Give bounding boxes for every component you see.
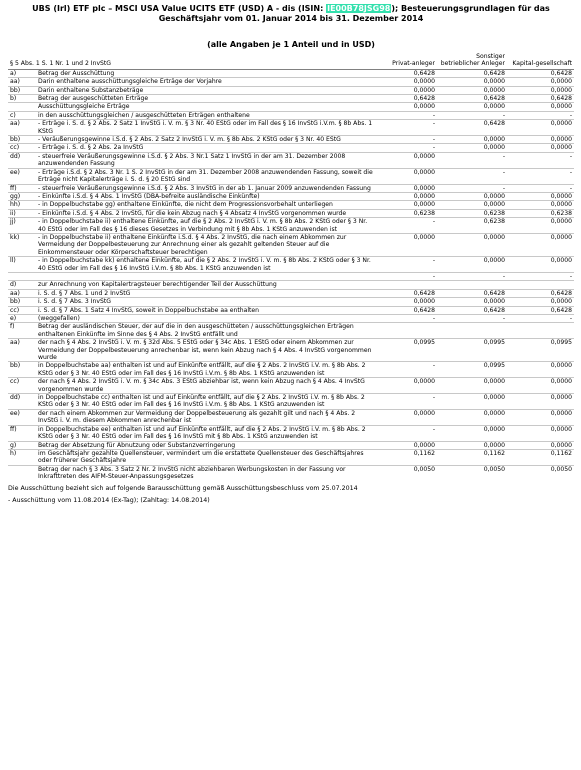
table-row: [8, 362, 574, 378]
row-description: Darin enthaltene ausschüttungsgleiche Erträge der Vorjahre: [36, 78, 377, 86]
row-description: der nach § 4 Abs. 2 InvStG i. V. m. § 32d Abs. 5 EStG oder § 34c Abs. 1 EStG oder einem Abkommen zur Vermeidung der Doppelbesteuerung anrechenbar ist, wenn kein Abzug nach § 4 Abs. 4 InvStG vorgenommen wurde: [36, 339, 377, 362]
row-label: a): [8, 69, 36, 77]
value-corporation: -: [507, 168, 574, 184]
row-label: aa): [8, 120, 36, 136]
table-row: [8, 209, 574, 217]
value-business: 0,0000: [437, 425, 507, 441]
table-row: [8, 184, 574, 192]
value-business: -: [437, 272, 507, 280]
value-private: 0,6428: [377, 95, 437, 103]
value-private: -: [377, 272, 437, 280]
value-private: 0,0000: [377, 78, 437, 86]
value-business: [437, 323, 507, 339]
value-business: 0,6428: [437, 306, 507, 314]
value-private: -: [377, 257, 437, 273]
table-row: [8, 378, 574, 394]
isin-highlight: IE00B78JSG98: [327, 4, 391, 13]
value-business: 0,0050: [437, 465, 507, 480]
value-corporation: 0,0000: [507, 144, 574, 152]
value-private: 0,0000: [377, 378, 437, 394]
value-business: -: [437, 152, 507, 168]
row-label: g): [8, 441, 36, 449]
row-label: bb): [8, 298, 36, 306]
value-private: 0,0000: [377, 441, 437, 449]
value-corporation: 0,0000: [507, 86, 574, 94]
row-label: f): [8, 323, 36, 339]
row-label: [8, 272, 36, 280]
value-corporation: 0,0000: [507, 78, 574, 86]
table-row: [8, 233, 574, 256]
column-header-business: Sonstiger betrieblicher Anleger: [437, 53, 507, 69]
value-business: -: [437, 168, 507, 184]
value-business: 0,6428: [437, 289, 507, 297]
tax-basis-table: [8, 53, 574, 481]
value-corporation: 0,1162: [507, 449, 574, 465]
value-corporation: 0,0000: [507, 378, 574, 394]
value-corporation: 0,6428: [507, 306, 574, 314]
table-row: [8, 323, 574, 339]
row-label: b): [8, 95, 36, 103]
table-row: [8, 111, 574, 119]
value-business: 0,0000: [437, 441, 507, 449]
table-row: [8, 425, 574, 441]
table-row: [8, 257, 574, 273]
column-header-corporation: Kapital-gesellschaft: [507, 53, 574, 69]
value-business: 0,0000: [437, 257, 507, 273]
value-corporation: 0,0000: [507, 409, 574, 425]
table-row: [8, 168, 574, 184]
row-description: Darin enthaltene Substanzbeträge: [36, 86, 377, 94]
row-description: Betrag der ausländischen Steuer, der auf die in den ausgeschütteten / ausschüttungsgleichen Erträgen enthaltenen Einkünfte im Sinne des § 4 Abs. 2 InvStG entfällt und: [36, 323, 377, 339]
value-business: -: [437, 111, 507, 119]
row-label: ii): [8, 209, 36, 217]
row-description: i. S. d. § 7 Abs. 1 Satz 4 InvStG, soweit in Doppelbuchstabe aa enthalten: [36, 306, 377, 314]
value-private: 0,0000: [377, 233, 437, 256]
value-private: -: [377, 120, 437, 136]
value-business: 0,0000: [437, 136, 507, 144]
table-row: [8, 69, 574, 77]
value-private: 0,0000: [377, 409, 437, 425]
value-private: 0,0000: [377, 86, 437, 94]
value-business: 0,6428: [437, 120, 507, 136]
value-business: 0,0000: [437, 192, 507, 200]
value-business: 0,0000: [437, 103, 507, 111]
table-row: [8, 272, 574, 280]
table-row: [8, 152, 574, 168]
value-corporation: 0,6428: [507, 289, 574, 297]
value-private: 0,6238: [377, 209, 437, 217]
value-business: 0,0000: [437, 78, 507, 86]
value-corporation: 0,6428: [507, 69, 574, 77]
row-description: in Doppelbuchstabe ee) enthalten ist und auf Einkünfte entfällt, auf die § 2 Abs. 2 InvStG i.V. m. § 8b Abs. 2 KStG oder § 3 Nr. 40 EStG oder im Fall des § 16 InvStG mit § 8b Abs. 1 KStG anzuwenden ist: [36, 425, 377, 441]
row-description: - steuerfreie Veräußerungsgewinne i.S.d. § 2 Abs. 3 InvStG in der ab 1. Januar 2009 anzuwendenden Fassung: [36, 184, 377, 192]
row-label: ff): [8, 184, 36, 192]
value-business: 0,0000: [437, 394, 507, 410]
value-private: 0,0995: [377, 339, 437, 362]
table-row: [8, 315, 574, 323]
value-private: 0,0000: [377, 298, 437, 306]
value-business: 0,6428: [437, 69, 507, 77]
value-corporation: 0,0050: [507, 465, 574, 480]
table-row: [8, 441, 574, 449]
row-label: e): [8, 315, 36, 323]
value-private: -: [377, 111, 437, 119]
value-corporation: 0,0000: [507, 192, 574, 200]
row-label: hh): [8, 201, 36, 209]
value-private: 0,0000: [377, 201, 437, 209]
value-corporation: 0,6238: [507, 209, 574, 217]
table-row: [8, 281, 574, 289]
row-description: i. S. d. § 7 Abs. 3 InvStG: [36, 298, 377, 306]
table-row: [8, 465, 574, 480]
table-row: [8, 95, 574, 103]
row-description: im Geschäftsjahr gezahlte Quellensteuer, vermindert um die erstattete Quellensteuer des Geschäftsjahres oder früherer Geschäftsjahre: [36, 449, 377, 465]
row-description: Betrag der Ausschüttung: [36, 69, 377, 77]
table-row: [8, 449, 574, 465]
value-corporation: 0,6428: [507, 95, 574, 103]
value-corporation: -: [507, 152, 574, 168]
value-business: 0,6428: [437, 95, 507, 103]
value-business: -: [437, 315, 507, 323]
row-label: ee): [8, 168, 36, 184]
value-private: -: [377, 394, 437, 410]
value-business: 0,0995: [437, 339, 507, 362]
value-private: -: [377, 362, 437, 378]
value-corporation: [507, 323, 574, 339]
value-private: 0,0000: [377, 192, 437, 200]
value-corporation: 0,0000: [507, 298, 574, 306]
value-private: 0,0050: [377, 465, 437, 480]
value-private: 0,0000: [377, 103, 437, 111]
row-description: (weggefallen): [36, 315, 377, 323]
row-label: cc): [8, 306, 36, 314]
table-row: [8, 201, 574, 209]
value-business: 0,0000: [437, 201, 507, 209]
row-description: in den ausschüttungsgleichen / ausgeschütteten Erträgen enthaltene: [36, 111, 377, 119]
value-private: -: [377, 136, 437, 144]
value-private: [377, 323, 437, 339]
value-corporation: 0,0000: [507, 362, 574, 378]
table-row: [8, 218, 574, 234]
row-label: [8, 103, 36, 111]
column-header-description: § 5 Abs. 1 S. 1 Nr. 1 und 2 InvStG: [8, 53, 377, 69]
table-row: [8, 136, 574, 144]
row-label: h): [8, 449, 36, 465]
table-row: [8, 339, 574, 362]
table-row: [8, 409, 574, 425]
table-row: [8, 394, 574, 410]
value-private: -: [377, 144, 437, 152]
table-row: [8, 306, 574, 314]
row-description: - in Doppelbuchstabe ii) enthaltene Einkünfte i.S.d. § 4 Abs. 2 InvStG, die nach einem Abkommen zur Vermeidung der Doppelbesteuerung zur Anrechnung einer als gezahlt geltenden Steuer auf die Einkommensteuer oder Körperschaftsteuer berechtigen: [36, 233, 377, 256]
value-corporation: 0,0000: [507, 425, 574, 441]
value-corporation: 0,0000: [507, 136, 574, 144]
value-corporation: -: [507, 315, 574, 323]
value-private: 0,6428: [377, 306, 437, 314]
row-description: Ausschüttungsgleiche Erträge: [36, 103, 377, 111]
row-label: [8, 465, 36, 480]
row-description: - Veräußerungsgewinne i.S.d. § 2 Abs. 2 Satz 2 InvStG i. V. m. § 8b Abs. 2 KStG oder § 3 Nr. 40 EStG: [36, 136, 377, 144]
row-description: der nach § 4 Abs. 2 InvStG i. V. m. § 34c Abs. 3 EStG abziehbar ist, wenn kein Abzug nach § 4 Abs. 4 InvStG vorgenommen wurde: [36, 378, 377, 394]
table-row: [8, 289, 574, 297]
value-private: -: [377, 218, 437, 234]
row-description: - in Doppelbuchstabe ii) enthaltene Einkünfte, auf die § 2 Abs. 2 InvStG i. V. m. § 8b Abs. 2 KStG oder § 3 Nr. 40 EStG oder im Fall des § 16 dieses Gesetzes in Verbindung mit § 8b Abs. 1 KStG anzuwenden ist: [36, 218, 377, 234]
row-description: [36, 272, 377, 280]
row-label: cc): [8, 144, 36, 152]
row-label: cc): [8, 378, 36, 394]
row-description: - Erträge i.S.d. § 2 Abs. 3 Nr. 1 S. 2 InvStG in der am 31. Dezember 2008 anzuwendenden Fassung, soweit die Erträge nicht Kapitalerträge i. S. d. § 20 EStG sind: [36, 168, 377, 184]
value-private: 0,6428: [377, 289, 437, 297]
value-corporation: 0,0000: [507, 233, 574, 256]
row-description: in Doppelbuchstabe cc) enthalten ist und auf Einkünfte entfällt, auf die § 2 Abs. 2 InvStG i.V. m. § 8b Abs. 2 KStG oder § 3 Nr. 40 EStG oder im Fall des § 16 InvStG i.V.m. § 8b Abs. 1 KStG anzuwenden ist: [36, 394, 377, 410]
row-label: aa): [8, 289, 36, 297]
value-business: 0,0000: [437, 86, 507, 94]
table-row: [8, 86, 574, 94]
row-label: bb): [8, 136, 36, 144]
value-business: 0,0000: [437, 409, 507, 425]
title-suffix: ); Besteuerungsgrundlagen für das Geschäftsjahr vom 01. Januar 2014 bis 31. Dezember 2014: [158, 4, 550, 23]
value-corporation: 0,0000: [507, 103, 574, 111]
column-header-private: Privat-anleger: [377, 53, 437, 69]
row-description: - Erträge i. S. d. § 2 Abs. 2 Satz 1 InvStG i. V. m. § 3 Nr. 40 EStG oder im Fall des § 16 InvStG i.V.m. § 8b Abs. 1 KStG: [36, 120, 377, 136]
value-private: -: [377, 315, 437, 323]
footer-payment-date: - Ausschüttung vom 11.08.2014 (Ex-Tag); (Zahltag: 14.08.2014): [8, 497, 210, 504]
value-business: 0,0000: [437, 378, 507, 394]
row-description: in Doppelbuchstabe aa) enthalten ist und auf Einkünfte entfällt, auf die § 2 Abs. 2 InvStG i.V. m. § 8b Abs. 2 KStG oder § 3 Nr. 40 EStG oder im Fall des § 16 InvStG i.V.m. § 8b Abs. 1 KStG anzuwenden ist: [36, 362, 377, 378]
row-label: jj): [8, 218, 36, 234]
value-private: 0,1162: [377, 449, 437, 465]
row-label: bb): [8, 86, 36, 94]
value-corporation: 0,0995: [507, 339, 574, 362]
row-label: dd): [8, 152, 36, 168]
row-label: aa): [8, 78, 36, 86]
value-corporation: [507, 281, 574, 289]
table-row: [8, 103, 574, 111]
title-prefix: UBS (Irl) ETF plc – MSCI USA Value UCITS ETF (USD) A - dis (ISIN:: [32, 4, 327, 13]
value-corporation: 0,0000: [507, 394, 574, 410]
row-description: Betrag der Absetzung für Abnutzung oder Substanzverringerung: [36, 441, 377, 449]
value-corporation: 0,0000: [507, 257, 574, 273]
value-business: 0,6238: [437, 209, 507, 217]
row-description: i. S. d. § 7 Abs. 1 und 2 InvStG: [36, 289, 377, 297]
value-private: 0,6428: [377, 69, 437, 77]
value-corporation: 0,0000: [507, 120, 574, 136]
value-business: 0,0000: [437, 298, 507, 306]
table-row: [8, 192, 574, 200]
value-private: [377, 281, 437, 289]
row-label: dd): [8, 394, 36, 410]
row-description: Betrag der nach § 3 Abs. 3 Satz 2 Nr. 2 InvStG nicht abziehbaren Werbungskosten in der Fassung vor Inkrafttreten des AIFM-Steuer-Anpassungsgesetzes: [36, 465, 377, 480]
table-body: [8, 69, 574, 480]
value-business: 0,6238: [437, 218, 507, 234]
row-description: Betrag der ausgeschütteten Erträge: [36, 95, 377, 103]
value-business: 0,0000: [437, 233, 507, 256]
value-business: -: [437, 184, 507, 192]
row-description: - in Doppelbuchstabe gg) enthaltene Einkünfte, die nicht dem Progressionsvorbehalt unterliegen: [36, 201, 377, 209]
value-corporation: 0,0000: [507, 201, 574, 209]
row-label: bb): [8, 362, 36, 378]
value-corporation: 0,0000: [507, 441, 574, 449]
footer-note: Die Ausschüttung bezieht sich auf folgende Barausschüttung gemäß Ausschüttungsbeschluss vom 25.07.2014: [8, 485, 358, 492]
table-row: [8, 120, 574, 136]
row-label: ee): [8, 409, 36, 425]
value-private: 0,0000: [377, 168, 437, 184]
document-title: [8, 4, 574, 24]
value-corporation: -: [507, 111, 574, 119]
row-description: - steuerfreie Veräußerungsgewinne i.S.d. § 2 Abs. 3 Nr.1 Satz 1 InvStG in der am 31. Dezember 2008 anzuwendenden Fassung: [36, 152, 377, 168]
row-description: - Einkünfte i.S.d. § 4 Abs. 1 InvStG (DBA-befreite ausländische Einkünfte): [36, 192, 377, 200]
table-row: [8, 78, 574, 86]
value-private: -: [377, 425, 437, 441]
row-label: aa): [8, 339, 36, 362]
row-description: - in Doppelbuchstabe kk) enthaltene Einkünfte, auf die § 2 Abs. 2 InvStG i. V. m. § 8b Abs. 2 KStG oder § 3 Nr. 40 EStG oder im Fall des § 16 InvStG i.V.m. § 8b Abs. 1 KStG anzuwenden ist: [36, 257, 377, 273]
row-description: zur Anrechnung von Kapitalertragsteuer berechtigender Teil der Ausschüttung: [36, 281, 377, 289]
value-corporation: 0,0000: [507, 218, 574, 234]
row-label: ll): [8, 257, 36, 273]
value-private: 0,0000: [377, 184, 437, 192]
table-row: [8, 144, 574, 152]
row-label: d): [8, 281, 36, 289]
row-label: ff): [8, 425, 36, 441]
value-corporation: -: [507, 184, 574, 192]
value-business: 0,1162: [437, 449, 507, 465]
value-business: [437, 281, 507, 289]
value-private: 0,0000: [377, 152, 437, 168]
row-description: - Erträge i. S. d. § 2 Abs. 2a InvStG: [36, 144, 377, 152]
row-description: - Einkünfte i.S.d. § 4 Abs. 2 InvStG, für die kein Abzug nach § 4 Absatz 4 InvStG vorgenommen wurde: [36, 209, 377, 217]
document-subtitle: (alle Angaben je 1 Anteil und in USD): [207, 40, 375, 49]
row-label: c): [8, 111, 36, 119]
value-business: 0,0000: [437, 144, 507, 152]
row-description: der nach einem Abkommen zur Vermeidung der Doppelbesteuerung als gezahlt gilt und nach § 4 Abs. 2 InvStG i. V. m. diesem Abkommen anrechenbar ist: [36, 409, 377, 425]
row-label: kk): [8, 233, 36, 256]
row-label: gg): [8, 192, 36, 200]
table-header-row: [8, 53, 574, 69]
value-corporation: -: [507, 272, 574, 280]
table-row: [8, 298, 574, 306]
value-business: 0,0995: [437, 362, 507, 378]
